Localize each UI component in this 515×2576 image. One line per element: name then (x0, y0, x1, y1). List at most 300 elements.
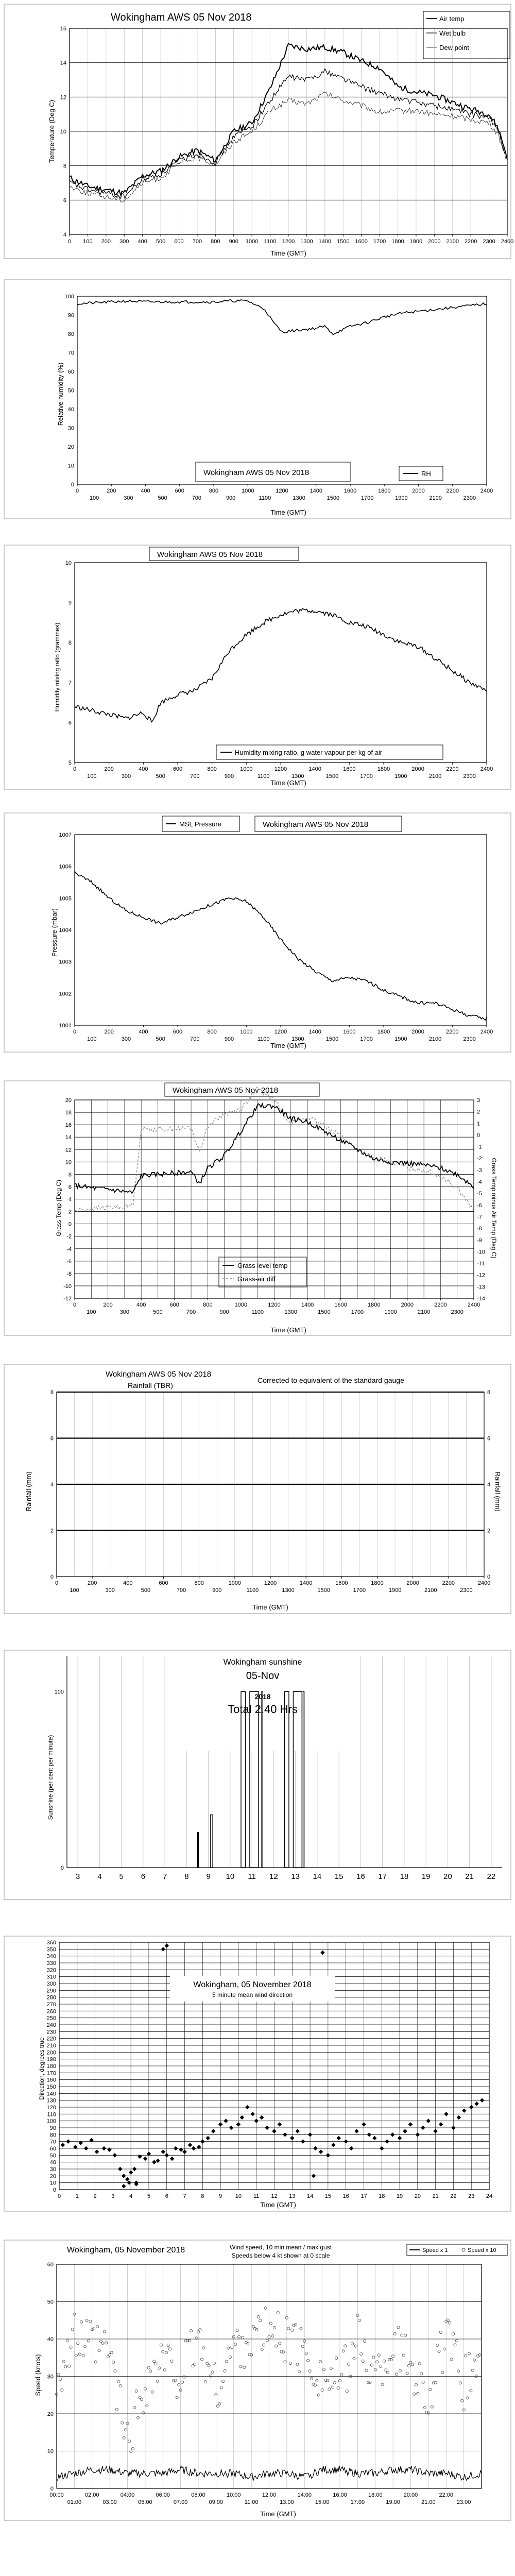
x-tick-label: 1900 (394, 773, 407, 779)
rainfall-panel (0, 1360, 515, 1618)
humidity-chart (0, 276, 515, 523)
y-tick-label: 60 (67, 369, 74, 375)
direction-point (462, 2108, 466, 2112)
y-tick-label: 270 (46, 2002, 56, 2008)
speed-x10-point (163, 2369, 166, 2371)
y2-tick-label: -7 (477, 1214, 482, 1221)
x-tick-label: 800 (207, 1029, 217, 1035)
x-tick-label: 1200 (282, 239, 295, 245)
chart-note: Speeds below 4 kt shown at 0 scale (231, 2252, 330, 2259)
y-tick-label: 0 (50, 1574, 54, 1580)
speed-x10-point (188, 2340, 191, 2342)
y-axis-label: Sunshine (per cent per minute) (47, 1735, 54, 1820)
direction-point (165, 1943, 169, 1947)
sunshine-panel (0, 1646, 515, 1904)
x-tick-label: 400 (136, 1302, 146, 1308)
humidity-panel (0, 276, 515, 523)
speed-x10-point (395, 2373, 398, 2376)
speed-x10-point (423, 2406, 426, 2409)
x-tick-label: 500 (153, 1309, 163, 1315)
x-tick-label: 600 (169, 1302, 179, 1308)
x-tick-label: 13 (289, 2193, 296, 2199)
speed-x10-point (137, 2416, 140, 2419)
speed-x10-point (468, 2352, 470, 2355)
speed-x10-point (225, 2360, 228, 2363)
speed-x10-point (248, 2353, 251, 2356)
y-tick-label: 60 (49, 2146, 56, 2152)
y-tick-label: 7 (68, 680, 72, 686)
x-tick-label: 1200 (268, 1302, 281, 1308)
x-tick-label: 700 (176, 1587, 186, 1594)
speed-x10-point (204, 2381, 207, 2383)
speed-x10-point (434, 2381, 437, 2384)
x-tick-label: 1300 (293, 495, 305, 501)
y-tick-label: 350 (46, 1946, 56, 1953)
speed-x10-point (237, 2335, 240, 2338)
y-tick-label: 100 (64, 294, 74, 300)
x-tick-label: 2000 (428, 239, 441, 245)
x-tick-label: 07:00 (173, 2499, 188, 2505)
speed-x10-point (208, 2364, 210, 2367)
series-line-rh (77, 300, 487, 335)
x-axis-label: Time (GMT) (270, 1326, 306, 1334)
speed-x10-point (75, 2354, 77, 2357)
y2-tick-label: 1 (477, 1121, 480, 1127)
x-tick-label: 17:00 (350, 2499, 365, 2505)
temperature-panel (0, 0, 515, 263)
x-tick-label: 800 (194, 1580, 204, 1586)
x-tick-label: 2100 (446, 239, 459, 245)
x-tick-label: 0 (57, 2193, 61, 2199)
direction-point (143, 2157, 147, 2161)
x-tick-label: 2100 (417, 1309, 431, 1315)
speed-x10-point (287, 2327, 290, 2330)
x-tick-label: 100 (87, 1036, 97, 1042)
speed-x10-point (328, 2388, 331, 2391)
y-tick-label: 20 (47, 2411, 54, 2417)
direction-point (372, 2136, 376, 2140)
x-tick-label: 2400 (501, 239, 514, 245)
direction-point (161, 2149, 165, 2154)
x-tick-label: 1 (75, 2193, 79, 2199)
speed-x10-point (441, 2371, 444, 2374)
x-tick-label: 1600 (334, 1302, 347, 1308)
x-tick-label: 1200 (274, 766, 287, 772)
speed-x10-point (308, 2370, 311, 2372)
x-tick-label: 400 (123, 1580, 133, 1586)
speed-x10-point (351, 2343, 353, 2345)
x-tick-label: 700 (190, 773, 200, 779)
x-tick-label: 1900 (384, 1309, 397, 1315)
x-tick-label: 900 (224, 1036, 234, 1042)
direction-point (385, 2139, 389, 2143)
y-tick-label: 50 (47, 2299, 54, 2306)
x-tick-label: 1500 (325, 1036, 339, 1042)
x-tick-label: 18 (379, 2193, 385, 2199)
speed-x10-point (342, 2350, 345, 2352)
y-tick-label: 210 (46, 2043, 56, 2049)
direction-point (188, 2143, 192, 2147)
speed-x10-point (222, 2380, 225, 2383)
speed-x10-point (103, 2330, 106, 2333)
y2-tick-label: 0 (487, 1574, 491, 1580)
direction-point (337, 2136, 341, 2140)
x-tick-label: 21:00 (421, 2499, 436, 2505)
x-tick-label: 16:00 (333, 2492, 347, 2498)
speed-x10-point (333, 2381, 336, 2384)
x-tick-label: 1800 (371, 1580, 384, 1586)
speed-x10-point (466, 2397, 469, 2399)
direction-point (320, 1951, 324, 1955)
y2-tick-label: -2 (477, 1156, 482, 1162)
y-tick-label: 170 (46, 2070, 56, 2077)
wind-speed-panel (0, 2236, 515, 2524)
x-tick-label: 100 (87, 773, 97, 779)
x-tick-label: 200 (104, 1029, 114, 1035)
mixing-ratio-panel (0, 541, 515, 793)
y-tick-label: 2 (50, 1528, 54, 1534)
y-tick-label: 20 (67, 444, 74, 450)
x-tick-label: 600 (159, 1580, 168, 1586)
x-tick-label: 400 (139, 1029, 148, 1035)
x-tick-label: 2000 (406, 1580, 419, 1586)
speed-x10-point (406, 2372, 408, 2375)
speed-x10-point (385, 2369, 387, 2371)
x-tick-label: 16 (356, 1872, 365, 1881)
direction-point (362, 2122, 366, 2126)
x-tick-label: 1700 (353, 1587, 366, 1594)
direction-point (283, 2132, 287, 2137)
x-tick-label: 0 (73, 1302, 77, 1308)
x-tick-label: 1600 (355, 239, 368, 245)
direction-point (61, 2143, 65, 2147)
x-tick-label: 17 (378, 1872, 387, 1881)
direction-point (192, 2146, 196, 2150)
speed-x10-point (133, 2406, 136, 2409)
speed-x10-point (229, 2356, 231, 2359)
x-tick-label: 9 (206, 1872, 211, 1881)
x-tick-label: 2400 (480, 1029, 493, 1035)
x-tick-label: 100 (89, 495, 99, 501)
rainfall-chart (0, 1360, 515, 1618)
speed-x10-point (330, 2367, 332, 2369)
speed-x10-point (131, 2447, 134, 2450)
y-tick-label: 5 (68, 760, 72, 766)
x-tick-label: 10 (226, 1872, 235, 1881)
speed-x10-point (273, 2326, 276, 2329)
wind-direction-chart (0, 1932, 515, 2215)
speed-x10-point (319, 2360, 322, 2363)
speed-x10-point (279, 2342, 281, 2345)
pressure-panel (0, 809, 515, 1056)
direction-point (308, 2132, 312, 2137)
x-tick-label: 15:00 (315, 2499, 330, 2505)
x-tick-label: 1300 (291, 773, 304, 779)
speed-x10-point (78, 2353, 81, 2355)
x-tick-label: 1600 (343, 1029, 356, 1035)
direction-point (170, 2157, 174, 2161)
y2-tick-label: 8 (487, 1389, 491, 1396)
x-tick-label: 900 (224, 773, 234, 779)
chart-title: Wokingham AWS 05 Nov 2018 (263, 820, 369, 829)
direction-point (295, 2129, 299, 2133)
legend-rh: RH (421, 470, 431, 478)
x-tick-label: 900 (212, 1587, 222, 1594)
y2-tick-label: 6 (487, 1435, 491, 1442)
x-tick-label: 22 (450, 2193, 457, 2199)
legend-mixing-ratio: Humidity mixing ratio, g water vapour per kg of air (235, 749, 383, 756)
x-tick-label: 300 (105, 1587, 115, 1594)
x-tick-label: 23 (468, 2193, 475, 2199)
x-tick-label: 1100 (264, 239, 277, 245)
speed-x10-point (101, 2342, 104, 2344)
x-tick-label: 2400 (480, 488, 493, 494)
x-tick-label: 20:00 (403, 2492, 418, 2498)
x-tick-label: 200 (104, 766, 114, 772)
x-tick-label: 16 (342, 2193, 349, 2199)
x-tick-label: 10:00 (226, 2492, 241, 2498)
x-tick-label: 2100 (428, 1036, 442, 1042)
x-tick-label: 11 (253, 2193, 260, 2199)
x-tick-label: 21 (465, 1872, 474, 1881)
direction-point (240, 2115, 244, 2120)
direction-point (474, 2102, 478, 2106)
x-tick-label: 0 (73, 1029, 77, 1035)
y-tick-label: 100 (46, 2118, 56, 2125)
speed-x10-point (332, 2386, 334, 2388)
speed-x10-point (337, 2387, 339, 2389)
y-tick-label: 1007 (59, 832, 72, 838)
x-tick-label: 2400 (467, 1302, 480, 1308)
speed-x10-point (404, 2334, 407, 2336)
y-tick-label: 10 (67, 463, 74, 469)
speed-x10-point (360, 2353, 363, 2355)
x-axis-label: Time (GMT) (260, 2510, 296, 2518)
direction-point (421, 2126, 425, 2130)
x-tick-label: 1400 (318, 239, 332, 245)
direction-point (113, 2153, 117, 2157)
y-axis-label: Direction, degrees true (38, 2037, 45, 2100)
x-tick-label: 2400 (477, 1580, 491, 1586)
panel-border (4, 280, 511, 519)
speed-x10-point (220, 2386, 222, 2388)
direction-point (433, 2129, 437, 2133)
legend (216, 745, 443, 759)
speed-x10-point (59, 2378, 61, 2380)
x-tick-label: 600 (174, 239, 184, 245)
chart-year: 2018 (254, 1692, 271, 1701)
speed-x10-point (269, 2322, 272, 2325)
y-tick-label: 200 (46, 2049, 56, 2056)
legend (219, 1257, 306, 1287)
y-tick-label: 320 (46, 1967, 56, 1974)
speed-x10-point (213, 2362, 215, 2364)
x-tick-label: 8 (201, 2193, 204, 2199)
y-tick-label: 2 (68, 1209, 72, 1215)
y-tick-label: 260 (46, 2008, 56, 2015)
speed-x10-point (152, 2360, 155, 2363)
y-tick-label: -12 (63, 1296, 72, 1302)
x-tick-label: 1100 (257, 773, 270, 779)
x-tick-label: 800 (207, 766, 217, 772)
speed-x10-point (227, 2347, 230, 2349)
x-tick-label: 1600 (343, 766, 356, 772)
chart-subtitle: Rainfall (TBR) (128, 1381, 173, 1389)
y2-tick-label: -3 (477, 1167, 482, 1174)
direction-point (331, 2143, 335, 2147)
direction-point (174, 2146, 178, 2150)
chart-title: Wokingham, 05 November 2018 (193, 1980, 312, 1989)
speed-x10-point (202, 2347, 205, 2349)
wind-speed-chart (0, 2236, 515, 2524)
speed-x10-point (181, 2381, 183, 2383)
y2-tick-label: 2 (477, 1109, 480, 1115)
direction-point (165, 2153, 169, 2157)
speed-x10-point (402, 2354, 405, 2357)
y2-axis-label: Grass Temp minus Air Temp (Deg C) (490, 1158, 497, 1259)
speed-x10-point (379, 2365, 382, 2367)
x-tick-label: 19 (421, 1872, 431, 1881)
speed-x10-point (397, 2326, 400, 2329)
x-tick-label: 22 (487, 1872, 496, 1881)
speed-x10-point (110, 2351, 113, 2354)
x-tick-label: 12 (271, 2193, 278, 2199)
plot-area (77, 296, 487, 484)
x-tick-label: 700 (192, 495, 202, 501)
x-tick-label: 600 (175, 488, 184, 494)
direction-point (66, 2139, 70, 2143)
y-tick-label: 130 (46, 2097, 56, 2104)
direction-point (95, 2149, 99, 2154)
speed-x10-point (64, 2365, 67, 2368)
y-tick-label: 0 (60, 1865, 64, 1871)
x-tick-label: 0 (73, 766, 77, 772)
x-tick-label: 19:00 (386, 2499, 400, 2505)
speed-x10-point (471, 2369, 474, 2371)
x-tick-label: 1100 (257, 1036, 270, 1042)
plot-area (75, 563, 487, 762)
y-tick-label: 70 (49, 2139, 56, 2145)
speed-x10-point (370, 2364, 373, 2366)
y-tick-label: 6 (68, 1184, 72, 1191)
y-axis-label: Grass Temp (Deg C) (55, 1180, 62, 1236)
direction-point (161, 1947, 165, 1951)
y-tick-label: 80 (49, 2132, 56, 2139)
speed-x10-point (271, 2335, 274, 2337)
y-tick-label: 180 (46, 2063, 56, 2070)
speed-x10-point (455, 2340, 458, 2342)
chart-title: Wokingham AWS 05 Nov 2018 (173, 1086, 279, 1095)
direction-point (278, 2122, 282, 2126)
x-tick-label: 9 (219, 2193, 222, 2199)
x-tick-label: 1000 (240, 766, 253, 772)
direction-point (312, 2174, 316, 2178)
speed-x10-point (124, 2429, 127, 2431)
legend-grass-air-diff: Grass-air diff (237, 1275, 276, 1283)
y-tick-label: 90 (49, 2125, 56, 2131)
speed-x10-point (167, 2344, 169, 2346)
speed-x10-point (117, 2380, 120, 2383)
y-tick-label: 10 (49, 2180, 56, 2187)
speed-x10-point (422, 2381, 424, 2383)
y-tick-label: 4 (63, 232, 66, 238)
x-tick-label: 200 (101, 239, 111, 245)
y-tick-label: 0 (53, 2187, 56, 2193)
x-tick-label: 2100 (428, 773, 442, 779)
y-tick-label: 150 (46, 2084, 56, 2090)
y2-tick-label: -4 (477, 1179, 482, 1185)
y-tick-label: 10 (47, 2448, 54, 2455)
direction-point (229, 2126, 233, 2130)
speed-x10-point (257, 2315, 260, 2318)
speed-x10-point (461, 2399, 464, 2402)
speed-x10-point (381, 2383, 384, 2386)
x-tick-label: 2200 (446, 1029, 459, 1035)
x-tick-label: 6 (141, 1872, 146, 1881)
series-line-mixing-ratio (75, 608, 487, 722)
x-tick-label: 300 (119, 239, 129, 245)
y-tick-label: 360 (46, 1940, 56, 1946)
y-tick-label: 6 (68, 720, 72, 726)
panel-border (4, 813, 511, 1052)
direction-point (416, 2132, 420, 2137)
x-tick-label: 2000 (411, 766, 424, 772)
x-tick-label: 2100 (429, 495, 442, 501)
speed-x10-point (431, 2405, 433, 2408)
y-tick-label: -8 (66, 1270, 72, 1277)
x-tick-label: 400 (138, 239, 147, 245)
y-tick-label: 330 (46, 1960, 56, 1967)
direction-point (132, 2167, 136, 2171)
x-axis-label: Time (GMT) (270, 249, 306, 257)
y-tick-label: 10 (65, 1159, 72, 1166)
y-tick-label: 1005 (59, 895, 72, 902)
speed-x10-point (326, 2379, 329, 2382)
y-tick-label: 40 (49, 2159, 56, 2166)
y-tick-label: 10 (65, 560, 72, 566)
x-tick-label: 06:00 (156, 2492, 170, 2498)
y-tick-label: 290 (46, 1988, 56, 1994)
chart-date: 05-Nov (246, 1670, 280, 1682)
y2-tick-label: -5 (477, 1191, 482, 1197)
y2-tick-label: -11 (477, 1261, 485, 1267)
direction-point (122, 2184, 126, 2188)
sunshine-bar (198, 1833, 199, 1868)
x-tick-label: 1000 (234, 1302, 248, 1308)
y-tick-label: 0 (68, 1221, 72, 1228)
y-tick-label: 10 (60, 129, 66, 135)
x-tick-label: 22:00 (439, 2492, 454, 2498)
x-axis-label: Time (GMT) (270, 1042, 306, 1049)
y-tick-label: 12 (60, 94, 66, 101)
speed-x10-point (439, 2331, 442, 2333)
direction-point (236, 2122, 241, 2126)
speed-x10-point (459, 2382, 461, 2384)
x-tick-label: 5 (147, 2193, 151, 2199)
x-tick-label: 03:00 (102, 2499, 117, 2505)
speed-x10-point (176, 2396, 178, 2399)
speed-x10-point (147, 2366, 150, 2369)
x-tick-label: 1400 (310, 488, 322, 494)
y-tick-label: 220 (46, 2036, 56, 2042)
x-tick-label: 7 (162, 1872, 167, 1881)
x-tick-label: 1200 (274, 1029, 287, 1035)
x-tick-label: 1800 (377, 766, 390, 772)
speed-x10-point (70, 2346, 72, 2348)
speed-x10-point (130, 2450, 132, 2452)
y-tick-label: 6 (63, 197, 66, 204)
x-tick-label: 00:00 (49, 2492, 64, 2498)
